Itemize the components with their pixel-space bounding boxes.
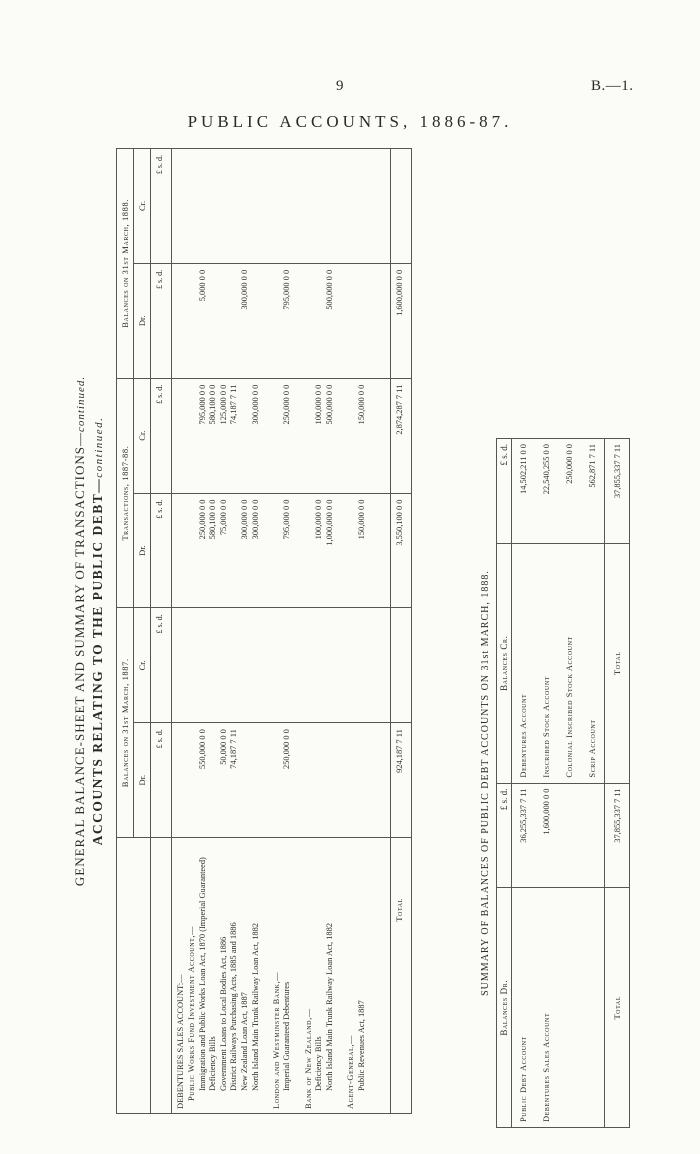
amount-value: 150,000 0 0 xyxy=(356,384,366,425)
amount-value xyxy=(208,155,219,259)
account-line: North Island Main Trunk Railway Loan Act, 1882 xyxy=(250,923,260,1091)
total-value: 3,550,100 0 0 xyxy=(390,493,411,608)
amount-value xyxy=(208,614,219,718)
amount-value: 100,000 0 0 xyxy=(314,384,324,425)
amount-value xyxy=(261,155,272,259)
public-debt-transactions-block xyxy=(68,148,418,1114)
account-line: Imperial Guaranteed Debentures xyxy=(282,981,292,1091)
account-descriptions xyxy=(172,838,390,1114)
amount-value xyxy=(346,385,357,489)
main-caption xyxy=(72,148,88,1114)
total-label: Total xyxy=(390,838,411,1114)
amount-value: 300,000 0 0 xyxy=(239,269,249,310)
account-line: DEBENTURES SALES ACCOUNT:— xyxy=(176,974,186,1109)
amount-value xyxy=(304,270,315,374)
amount-value xyxy=(187,500,198,604)
account-line xyxy=(293,842,304,1109)
amount-value: 300,000 0 0 xyxy=(250,499,260,540)
amount-value: 550,000 0 0 xyxy=(197,729,207,769)
summary-caption: SUMMARY OF BALANCES OF PUBLIC DEBT ACCOUNTS ON 31st MARCH, 1888. xyxy=(480,570,491,996)
main-subcaption-suffix: continued. xyxy=(93,416,105,478)
amount-value xyxy=(293,729,304,833)
amount-value xyxy=(335,385,346,489)
amount-value xyxy=(272,270,283,374)
cr-header: Cr. xyxy=(134,378,151,493)
amount-value xyxy=(335,614,346,718)
amount-value xyxy=(272,729,283,833)
amount-value xyxy=(357,270,368,374)
total-value xyxy=(390,149,411,264)
money-units: £ s. d. xyxy=(151,493,172,608)
amount-value xyxy=(325,155,336,259)
public-debt-table xyxy=(116,148,412,1114)
amount-value xyxy=(346,614,357,718)
amount-value xyxy=(314,155,325,259)
amount-value: 795,000 0 0 xyxy=(197,384,207,425)
account-line: Public Works Fund Investment Account,— xyxy=(187,925,196,1101)
main-subcaption-text: ACCOUNTS RELATING TO THE PUBLIC DEBT— xyxy=(90,477,105,846)
balances-1887-dr xyxy=(172,723,390,838)
amount-value xyxy=(272,385,283,489)
amount-value: 1,000,000 0 0 xyxy=(324,499,334,546)
units-spacer xyxy=(151,838,172,1114)
amount-value xyxy=(261,270,272,374)
amount-value: 500,000 0 0 xyxy=(324,384,334,425)
summary-cr-amount: 250,000 0 0 xyxy=(558,439,581,544)
amount-value: 50,000 0 0 xyxy=(218,729,228,765)
amount-value xyxy=(229,155,240,259)
summary-cr-amount: 562,871 7 11 xyxy=(581,439,605,544)
transactions-dr xyxy=(172,493,390,608)
amount-value xyxy=(240,729,251,833)
money-units: £ s. d. xyxy=(151,378,172,493)
account-line: North Island Main Trunk Railway Loan Act, 1882 xyxy=(324,923,334,1091)
cr-header: Cr. xyxy=(134,608,151,723)
amount-value xyxy=(229,270,240,374)
account-line: Bank of New Zealand,— xyxy=(303,1008,313,1109)
account-line: Deficiency Bills xyxy=(208,1036,218,1091)
summary-dr-label: Public Debt Account xyxy=(512,888,536,1128)
amount-value xyxy=(335,270,346,374)
amount-value xyxy=(208,270,219,374)
amount-value: 500,000 0 0 xyxy=(324,269,334,310)
amount-value xyxy=(314,614,325,718)
amount-value: 5,000 0 0 xyxy=(197,269,207,302)
amount-value: 74,187 7 11 xyxy=(229,384,239,425)
amount-value xyxy=(187,729,198,833)
amount-value: 580,100 0 0 xyxy=(208,499,218,540)
amount-value: 795,000 0 0 xyxy=(282,269,292,310)
account-line: London and Westminster Bank,— xyxy=(271,971,281,1109)
amount-value xyxy=(251,729,262,833)
amount-value: 300,000 0 0 xyxy=(239,499,249,540)
amount-value xyxy=(198,614,209,718)
amount-value xyxy=(304,155,315,259)
page-title: PUBLIC ACCOUNTS, 1886-87. xyxy=(187,112,513,131)
amount-value xyxy=(282,614,293,718)
money-units: £ s. d. xyxy=(151,723,172,838)
summary-cr-label: Inscribed Stock Account xyxy=(535,543,558,783)
summary-empty-cell xyxy=(581,783,605,888)
amount-value xyxy=(304,385,315,489)
summary-cr-amount: 22,540,255 0 0 xyxy=(535,439,558,544)
amount-value xyxy=(176,270,187,374)
summary-dr-header: Balances Dr. xyxy=(497,888,512,1128)
account-line: Public Revenues Act, 1887 xyxy=(356,1000,366,1091)
summary-cr-label: Scrip Account xyxy=(581,543,605,783)
amount-value xyxy=(251,270,262,374)
amount-value: 75,000 0 0 xyxy=(218,499,228,536)
transactions-cr xyxy=(172,378,390,493)
description-header xyxy=(117,838,151,1114)
summary-units: £ s. d. xyxy=(497,439,512,544)
summary-dr-amount: 1,600,000 0 0 xyxy=(535,783,558,888)
account-line xyxy=(335,842,346,1109)
amount-value xyxy=(272,614,283,718)
amount-value xyxy=(293,500,304,604)
account-line: Government Loans to Local Bodies Act, 1886 xyxy=(218,936,228,1091)
total-value xyxy=(390,608,411,723)
amount-value xyxy=(325,614,336,718)
amount-value xyxy=(251,614,262,718)
amount-value xyxy=(219,155,230,259)
amount-value xyxy=(219,270,230,374)
amount-value xyxy=(304,614,315,718)
amount-value xyxy=(335,500,346,604)
summary-empty-cell xyxy=(581,888,605,1128)
money-units: £ s. d. xyxy=(151,149,172,264)
amount-value xyxy=(176,614,187,718)
summary-total-label: Total xyxy=(605,543,630,783)
dr-header: Dr. xyxy=(134,493,151,608)
amount-value xyxy=(229,500,240,604)
balances-1888-cr xyxy=(172,149,390,264)
summary-cr-header: Balances Cr. xyxy=(497,543,512,783)
amount-value xyxy=(229,614,240,718)
amount-value xyxy=(240,614,251,718)
amount-value xyxy=(357,729,368,833)
account-line xyxy=(261,842,272,1109)
total-value: 924,187 7 11 xyxy=(390,723,411,838)
summary-units: £ s. d. xyxy=(497,783,512,888)
amount-value xyxy=(293,155,304,259)
amount-value xyxy=(187,155,198,259)
account-line: Agent-General,— xyxy=(345,1034,355,1109)
amount-value xyxy=(208,729,219,833)
amount-value xyxy=(261,614,272,718)
amount-value xyxy=(346,155,357,259)
amount-value xyxy=(261,729,272,833)
amount-value xyxy=(187,385,198,489)
balances-1887-cr xyxy=(172,608,390,723)
summary-total-label: Total xyxy=(605,888,630,1128)
amount-value: 795,000 0 0 xyxy=(282,499,292,540)
amount-value xyxy=(346,500,357,604)
summary-cr-label: Debentures Account xyxy=(512,543,536,783)
amount-value: 250,000 0 0 xyxy=(197,499,207,540)
amount-value xyxy=(325,729,336,833)
summary-dr-total: 37,855,337 7 11 xyxy=(605,783,630,888)
page-number: 9 xyxy=(336,78,344,94)
amount-value xyxy=(176,155,187,259)
amount-value xyxy=(272,155,283,259)
dr-header: Dr. xyxy=(134,723,151,838)
amount-value: 250,000 0 0 xyxy=(282,384,292,425)
total-value: 2,874,287 7 11 xyxy=(390,378,411,493)
amount-value xyxy=(335,729,346,833)
main-caption-suffix: continued. xyxy=(75,375,87,433)
summary-empty-cell xyxy=(558,888,581,1128)
amount-value: 300,000 0 0 xyxy=(250,384,260,425)
summary-table xyxy=(496,438,630,1128)
amount-value xyxy=(357,155,368,259)
amount-value xyxy=(282,155,293,259)
page-reference: B.—1. xyxy=(591,78,634,94)
amount-value: 250,000 0 0 xyxy=(282,729,292,769)
main-caption-text: GENERAL BALANCE-SHEET AND SUMMARY OF TRANSACTIONS— xyxy=(72,432,87,887)
amount-value xyxy=(346,270,357,374)
dr-header: Dr. xyxy=(134,263,151,378)
account-line: District Railways Purchasing Acts, 1885 and 1886 xyxy=(229,922,239,1091)
amount-value xyxy=(176,729,187,833)
amount-value xyxy=(219,614,230,718)
amount-value xyxy=(176,500,187,604)
group-header-transactions: Transactions, 1887-88. xyxy=(117,378,134,608)
amount-value xyxy=(357,614,368,718)
amount-value: 150,000 0 0 xyxy=(356,499,366,540)
amount-value xyxy=(293,614,304,718)
amount-value: 74,187 7 11 xyxy=(229,729,239,769)
group-header-balances-1887: Balances on 31st March, 1887. xyxy=(117,608,134,838)
money-units: £ s. d. xyxy=(151,263,172,378)
summary-cr-total: 37,855,337 7 11 xyxy=(605,439,630,544)
amount-value xyxy=(304,500,315,604)
money-units: £ s. d. xyxy=(151,608,172,723)
group-header-balances-1888: Balances on 31st March, 1888. xyxy=(117,149,134,379)
balances-1888-dr xyxy=(172,263,390,378)
amount-value: 580,100 0 0 xyxy=(208,384,218,425)
summary-empty-cell xyxy=(558,783,581,888)
amount-value xyxy=(314,270,325,374)
amount-value xyxy=(187,614,198,718)
amount-value xyxy=(240,155,251,259)
account-line: Immigration and Public Works Loan Act, 1870 (Imperial Guaranteed) xyxy=(197,857,207,1091)
total-value: 1,600,000 0 0 xyxy=(390,263,411,378)
summary-cr-amount: 14,502,211 0 0 xyxy=(512,439,536,544)
summary-dr-label: Debentures Sales Account xyxy=(535,888,558,1128)
amount-value: 100,000 0 0 xyxy=(314,499,324,540)
amount-value xyxy=(335,155,346,259)
amount-value xyxy=(304,729,315,833)
amount-value xyxy=(198,155,209,259)
amount-value xyxy=(293,385,304,489)
summary-block xyxy=(480,438,630,1128)
amount-value xyxy=(176,385,187,489)
amount-value xyxy=(187,270,198,374)
account-line: Deficiency Bills xyxy=(314,1036,324,1091)
summary-dr-amount: 36,255,337 7 11 xyxy=(512,783,536,888)
amount-value xyxy=(314,729,325,833)
amount-value xyxy=(261,385,272,489)
summary-cr-label: Colonial Inscribed Stock Account xyxy=(558,543,581,783)
account-line: New Zealand Loan Act, 1887 xyxy=(239,992,249,1091)
amount-value xyxy=(346,729,357,833)
main-subcaption xyxy=(90,148,106,1114)
amount-value xyxy=(251,155,262,259)
cr-header: Cr. xyxy=(134,149,151,264)
amount-value xyxy=(272,500,283,604)
amount-value xyxy=(293,270,304,374)
amount-value xyxy=(240,385,251,489)
amount-value xyxy=(261,500,272,604)
amount-value: 125,000 0 0 xyxy=(218,384,228,425)
